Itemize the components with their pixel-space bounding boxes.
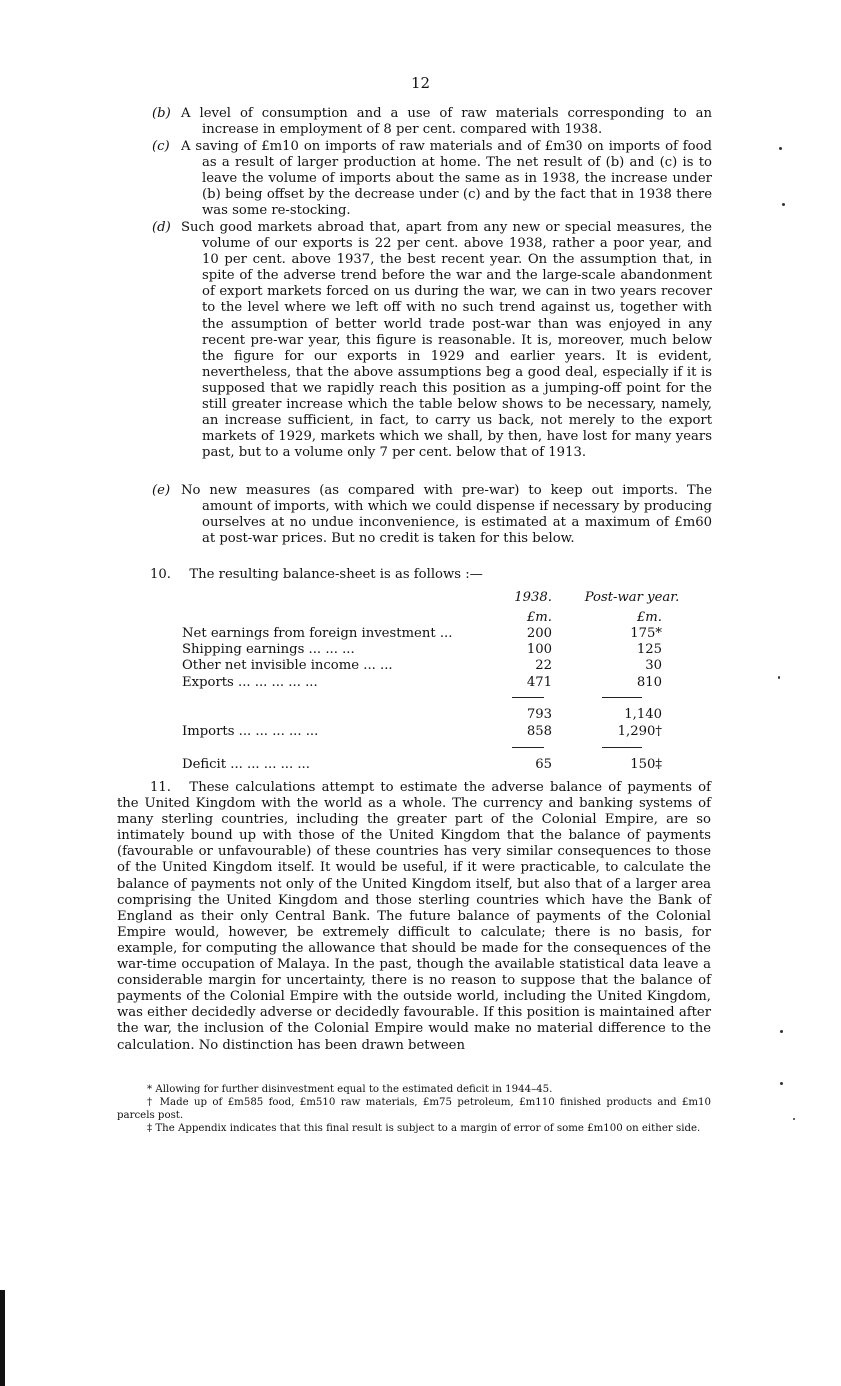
item-text: A level of consumption and a use of raw materials corresponding to an increase in employment of 8 per cent. compared with 1938. — [181, 106, 712, 138]
value-post-war: 150‡ — [630, 757, 662, 772]
list-item-e — [152, 483, 712, 547]
subtotal-1938: 793 — [526, 707, 552, 722]
value-post-war: 30 — [645, 658, 662, 673]
paragraph-number: 10. — [150, 567, 171, 582]
footnote: * Allowing for further disinvestment equal to the estimated deficit in 1944–45. — [147, 1084, 553, 1095]
paragraph-text: These calculations attempt to estimate the adverse balance of payments of the United Kingdom with the world as a whole. The currency and banking systems of many sterling countries, including the greater part of the Colonial Empire, are so intimately bound up with those of the United Kingdom that the balance of payments (favourable or unfavourable) of these countries has very similar consequences to those of the United Kingdom itself. It would be useful, if it were practicable, to calculate the balance of payments not only of the United Kingdom itself, but also that of a larger area comprising the United Kingdom and those sterling countries which have the Bank of England as their only Central Bank. The future balance of payments of the Colonial Empire would, however, be extremely difficult to calculate; there is no basis, for example, for computing the allowance that should be made for the consequences of the war-time occupation of Malaya. In the past, though the available statistical data leave a considerable margin for uncertainty, there is no reason to suppose that the balance of payments of the Colonial Empire with the outside world, including the United Kingdom, was either decidedly adverse or decidedly favourable. If this position is maintained after the war, the inclusion of the Colonial Empire would make no material difference to the calculation. No distinction has been drawn between — [117, 780, 711, 1053]
row-label: Imports ... ... ... ... ... — [182, 724, 319, 739]
scan-speck — [782, 203, 785, 206]
page-number: 12 — [410, 74, 431, 92]
value-post-war: 810 — [636, 675, 662, 690]
value-1938: 471 — [526, 675, 552, 690]
value-post-war: 1,290† — [617, 724, 662, 739]
footnote: ‡ The Appendix indicates that this final result is subject to a margin of error of some £m100 on either side. — [147, 1123, 701, 1134]
list-item-c — [152, 139, 712, 219]
footnote: † Made up of £m585 food, £m510 raw materials, £m75 petroleum, £m110 finished products and £m10 parcels post. — [117, 1097, 711, 1121]
list-item-b — [152, 106, 712, 138]
row-label: Shipping earnings ... ... ... — [182, 642, 355, 657]
value-1938: 100 — [526, 642, 552, 657]
scan-speck — [793, 1118, 795, 1120]
scan-speck — [780, 1082, 783, 1085]
deficit-rule-1938 — [512, 747, 544, 748]
scan-speck — [779, 147, 782, 150]
list-item-d — [152, 220, 712, 461]
value-post-war: 125 — [636, 642, 662, 657]
footnotes — [117, 1083, 711, 1135]
value-1938: 65 — [535, 757, 552, 772]
subtotal-rule-1938 — [512, 697, 544, 698]
row-label: Deficit ... ... ... ... ... — [182, 757, 310, 772]
row-label: Other net invisible income ... ... — [182, 658, 393, 673]
paragraph-text: The resulting balance-sheet is as follows :— — [189, 567, 483, 582]
item-label: (c) — [152, 139, 170, 154]
item-text: No new measures (as compared with pre-war) to keep out imports. The amount of imports, with which we could dispense if necessary by producing ourselves at no undue inconvenience, is estimated at a maximum of £m60 at post-war prices. But no credit is taken for this below. — [181, 483, 712, 547]
column-header-post-war: Post-war year. — [584, 590, 680, 605]
paragraph-number: 11. — [150, 780, 171, 795]
scan-edge-shadow — [0, 1290, 5, 1386]
deficit-rule-post-war — [602, 747, 642, 748]
balance-sheet-table — [152, 590, 712, 780]
paragraph-11 — [117, 780, 711, 1054]
item-text: Such good markets abroad that, apart from any new or special measures, the volume of our exports is 22 per cent. above 1938, rather a poor year, and 10 per cent. above 1937, the best recent year. On the assumption that, in spite of the adverse trend before the war and the large-scale abandonment of export markets forced on us during the war, we can in two years recover to the level where we left off with no such trend against us, together with the assumption of better world trade post-war than was enjoyed in any recent pre-war year, this figure is reasonable. It is, moreover, much below the figure for our exports in 1929 and earlier years. It is evident, nevertheless, that the above assumptions beg a good deal, especially if it is supposed that we rapidly reach this position as a jumping-off point for the still greater increase which the table below shows to be necessary, namely, an increase sufficient, in fact, to carry us back, not merely to the export markets of 1929, markets which we shall, by then, have lost for many years past, but to a volume only 7 per cent. below that of 1913. — [181, 220, 712, 461]
value-1938: 200 — [526, 626, 552, 641]
unit-post-war: £m. — [636, 610, 662, 625]
unit-1938: £m. — [526, 610, 552, 625]
row-label: Net earnings from foreign investment ... — [182, 626, 453, 641]
value-1938: 22 — [535, 658, 552, 673]
value-1938: 858 — [526, 724, 552, 739]
paragraph-10 — [150, 567, 710, 583]
column-header-1938: 1938. — [514, 590, 552, 605]
item-text: A saving of £m10 on imports of raw materials and of £m30 on imports of food as a result of larger production at home. The net result of (b) and (c) is to leave the volume of imports about the same as in 1938, the increase under (b) being offset by the decrease under (c) and by the fact that in 1938 there was some re-stocking. — [181, 139, 712, 219]
value-post-war: 175* — [630, 626, 662, 641]
subtotal-post-war: 1,140 — [624, 707, 662, 722]
subtotal-rule-post-war — [602, 697, 642, 698]
scan-speck — [780, 1030, 783, 1033]
item-label: (d) — [152, 220, 171, 235]
item-label: (b) — [152, 106, 171, 121]
item-label: (e) — [152, 483, 171, 498]
scan-speck — [778, 676, 780, 679]
row-label: Exports ... ... ... ... ... — [182, 675, 318, 690]
